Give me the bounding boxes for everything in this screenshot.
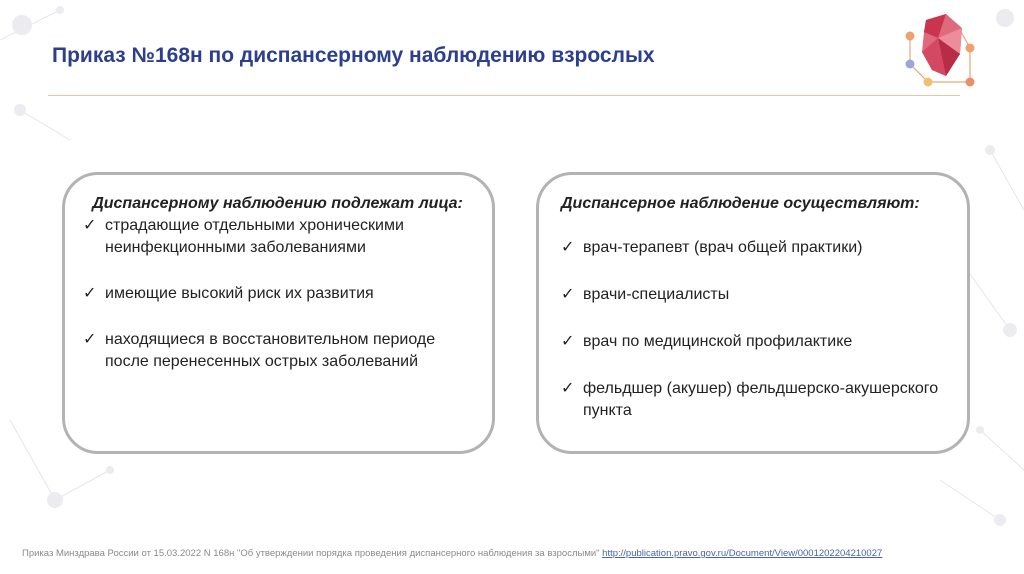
performers-list [561,237,947,422]
check-icon: ✓ [561,239,575,256]
performers-card [536,172,970,454]
check-icon: ✓ [561,286,575,303]
list-item [83,283,472,305]
list-item [561,331,947,353]
heart-polygon-logo-icon [888,8,984,98]
list-item-text: врач по медицинской профилактике [583,333,853,350]
list-item-text: страдающие отдельными хроническими неинфекционными заболеваниями [105,217,404,256]
list-item-text: врач-терапевт (врач общей практики) [583,239,863,256]
list-item [561,284,947,306]
source-link[interactable]: http://publication.pravo.gov.ru/Document/View/0001202204210027 [602,548,883,559]
list-item [83,329,472,373]
check-icon: ✓ [83,285,97,302]
check-icon: ✓ [83,331,97,348]
check-icon: ✓ [83,217,97,234]
list-item [83,215,472,259]
list-item [561,237,947,259]
check-icon: ✓ [561,333,575,350]
source-footnote [22,548,882,559]
subjects-list [83,215,472,373]
page-title: Приказ №168н по диспансерному наблюдению взрослых [52,44,655,67]
performers-heading: Диспансерное наблюдение осуществляют: [561,195,920,212]
list-item-text: находящиеся в восстановительном периоде после перенесенных острых заболеваний [105,331,436,370]
title-divider [48,95,960,96]
list-item-text: фельдшер (акушер) фельдшерско-акушерского пункта [583,380,939,419]
subjects-heading: Диспансерному наблюдению подлежат лица: [92,195,463,212]
footnote-text: Приказ Минздрава России от 15.03.2022 N 168н "Об утверждении порядка проведения диспансерного наблюдения за взрослыми" [22,548,603,559]
list-item-text: имеющие высокий риск их развития [105,285,374,302]
subjects-card [62,172,495,454]
check-icon: ✓ [561,380,575,397]
list-item [561,378,947,422]
list-item-text: врачи-специалисты [583,286,730,303]
